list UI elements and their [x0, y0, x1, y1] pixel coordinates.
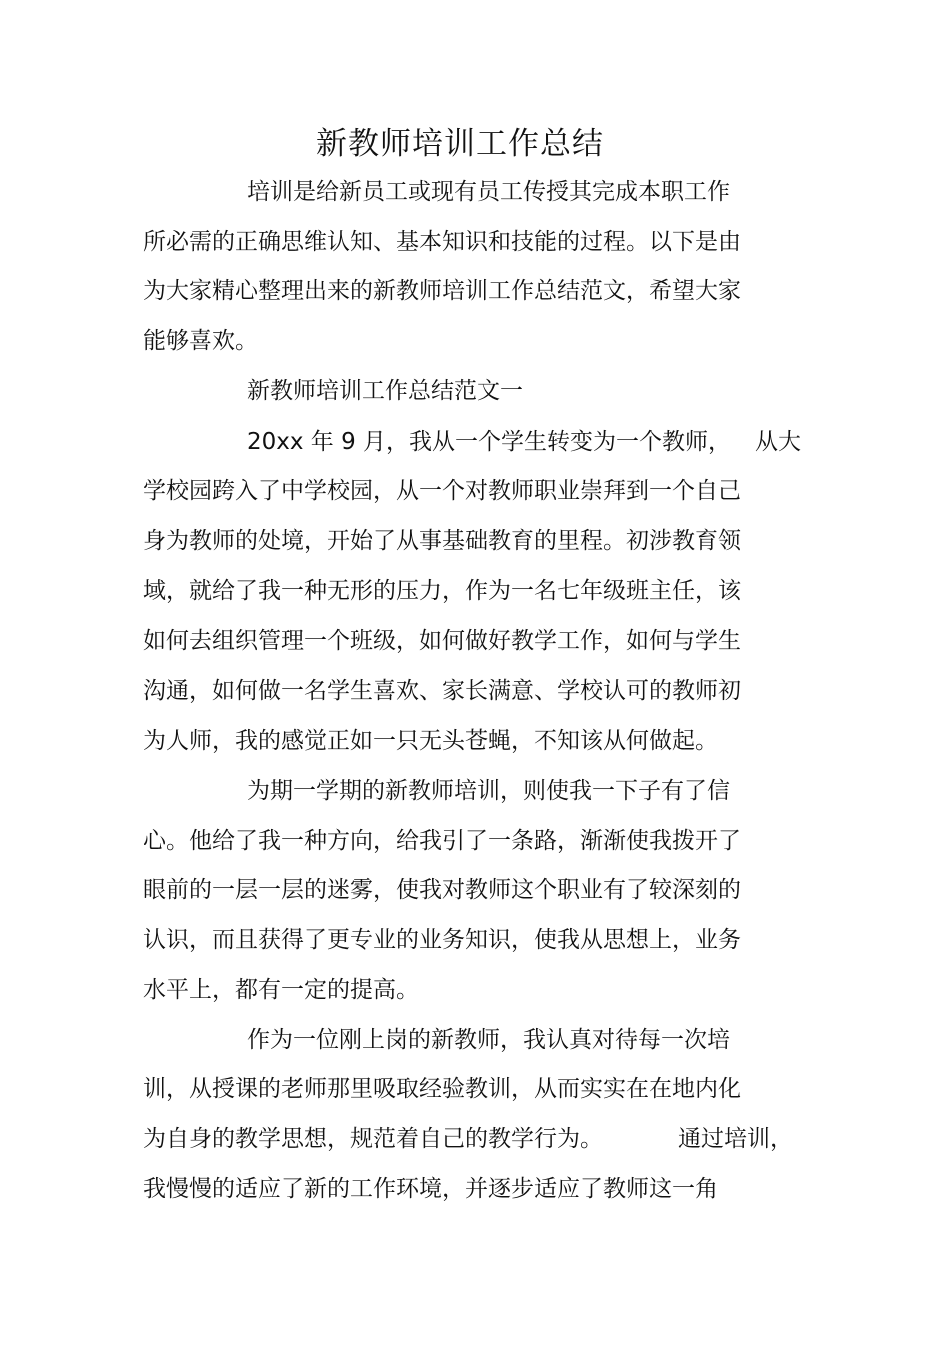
paragraph3-line: 为自身的教学思想，规范着自己的教学行为。	[143, 1126, 603, 1152]
paragraph3-line: 训，从授课的老师那里吸取经验教训，从而实实在在地内化	[143, 1076, 741, 1102]
paragraph3-line: 我慢慢的适应了新的工作环境，并逐步适应了教师这一角	[143, 1176, 718, 1202]
paragraph3-line-tail: 通过培训，	[678, 1126, 793, 1152]
paragraph1-line: 域，就给了我一种无形的压力，作为一名七年级班主任，该	[143, 578, 741, 604]
paragraph2-line: 认识，而且获得了更专业的业务知识，使我从思想上，业务	[143, 927, 741, 953]
intro-line: 培训是给新员工或现有员工传授其完成本职工作	[247, 179, 730, 205]
paragraph2-line: 眼前的一层一层的迷雾，使我对教师这个职业有了较深刻的	[143, 877, 741, 903]
paragraph1-line: 20xx 年 9 月，我从一个学生转变为一个教师，	[247, 429, 732, 455]
section-heading: 新教师培训工作总结范文一	[247, 378, 523, 404]
paragraph2-line: 心。他给了我一种方向，给我引了一条路，渐渐使我拨开了	[143, 828, 741, 854]
paragraph3-line: 作为一位刚上岗的新教师，我认真对待每一次培	[247, 1027, 730, 1053]
intro-line: 为大家精心整理出来的新教师培训工作总结范文，希望大家	[143, 278, 741, 304]
intro-line: 所必需的正确思维认知、基本知识和技能的过程。以下是由	[143, 229, 741, 255]
paragraph1-line: 身为教师的处境，开始了从事基础教育的里程。初涉教育领	[143, 528, 741, 554]
paragraph1-line: 为人师，我的感觉正如一只无头苍蝇，不知该从何做起。	[143, 728, 718, 754]
paragraph1-line: 如何去组织管理一个班级，如何做好教学工作，如何与学生	[143, 628, 741, 654]
paragraph2-line: 水平上，都有一定的提高。	[143, 977, 419, 1003]
paragraph1-line: 学校园跨入了中学校园，从一个对教师职业崇拜到一个自己	[143, 478, 741, 504]
paragraph1-line-tail: 从大	[755, 429, 801, 455]
intro-line: 能够喜欢。	[143, 328, 258, 354]
paragraph2-line: 为期一学期的新教师培训，则使我一下子有了信	[247, 778, 730, 804]
document-title: 新教师培训工作总结	[316, 126, 604, 162]
paragraph1-line: 沟通，如何做一名学生喜欢、家长满意、学校认可的教师初	[143, 678, 741, 704]
